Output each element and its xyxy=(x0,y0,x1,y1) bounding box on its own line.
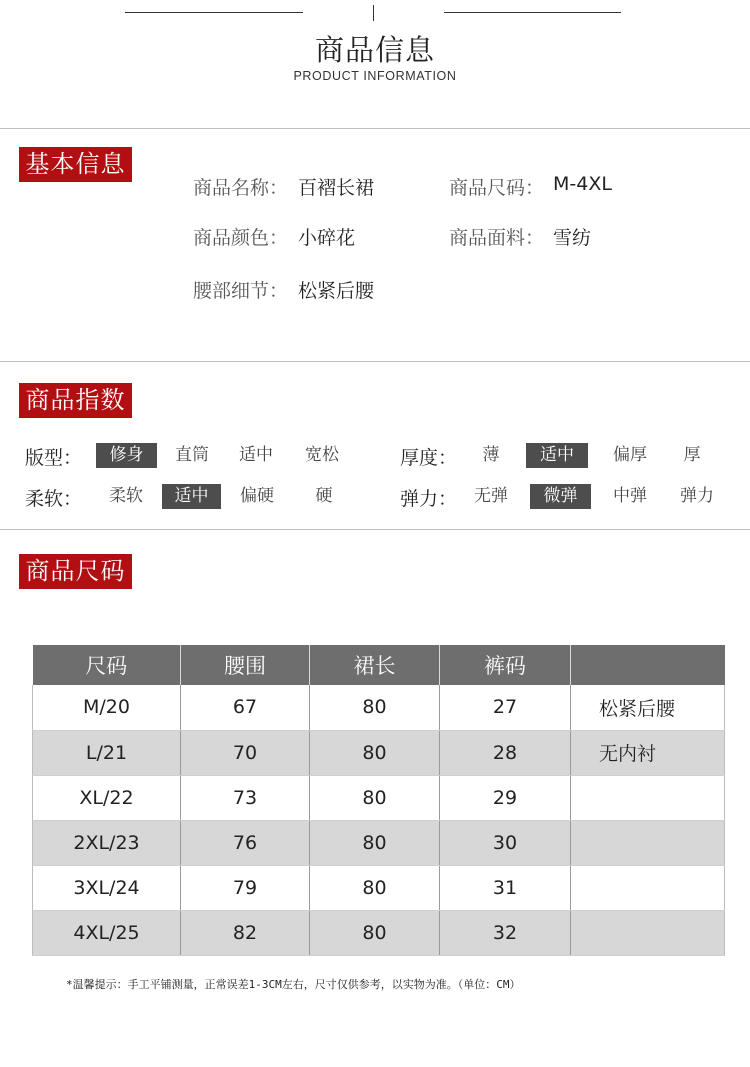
index-option-elasticity-slight: 微弹 xyxy=(530,484,591,509)
cell-pant-size: 29 xyxy=(440,775,571,820)
table-row xyxy=(33,865,725,910)
index-option-fit-slim: 修身 xyxy=(96,443,157,468)
cell-pant-size: 30 xyxy=(440,820,571,865)
header-pant-size: 裤码 xyxy=(440,645,571,685)
section-divider xyxy=(0,361,750,362)
cell-note: 无内衬 xyxy=(571,730,725,775)
info-value-name: 百褶长裙 xyxy=(298,177,375,199)
info-value-size: M-4XL xyxy=(553,173,612,195)
header-divider-tick xyxy=(373,5,374,21)
product-index-badge: 商品指数 xyxy=(19,383,132,418)
cell-length: 80 xyxy=(310,865,440,910)
index-option-softness-stiff: 硬 xyxy=(315,486,333,506)
header-notes xyxy=(571,645,725,685)
index-option-softness-medium: 适中 xyxy=(162,484,221,509)
cell-pant-size: 32 xyxy=(440,910,571,955)
cell-waist: 79 xyxy=(181,865,310,910)
cell-size: 3XL/24 xyxy=(33,865,181,910)
section-divider xyxy=(0,128,750,129)
info-value-color: 小碎花 xyxy=(298,227,356,249)
index-option-elasticity-medium: 中弹 xyxy=(613,486,647,506)
header-size: 尺码 xyxy=(33,645,181,685)
header-line-right xyxy=(444,12,621,13)
header-length: 裙长 xyxy=(310,645,440,685)
size-badge: 商品尺码 xyxy=(19,554,132,589)
index-option-fit-straight: 直筒 xyxy=(175,445,209,465)
cell-pant-size: 27 xyxy=(440,685,571,730)
index-option-elasticity-none: 无弹 xyxy=(474,486,508,506)
table-row xyxy=(33,775,725,820)
index-option-thickness-medium: 适中 xyxy=(526,443,588,468)
index-label-thickness: 厚度： xyxy=(400,447,458,469)
cell-length: 80 xyxy=(310,820,440,865)
cell-size: 4XL/25 xyxy=(33,910,181,955)
info-value-fabric: 雪纺 xyxy=(553,227,592,249)
info-label-size: 商品尺码： xyxy=(449,177,545,199)
cell-pant-size: 31 xyxy=(440,865,571,910)
section-divider xyxy=(0,529,750,530)
table-row xyxy=(33,910,725,955)
index-option-fit-loose: 宽松 xyxy=(305,445,339,465)
cell-length: 80 xyxy=(310,910,440,955)
cell-size: L/21 xyxy=(33,730,181,775)
index-option-thickness-thick: 厚 xyxy=(683,445,701,465)
info-label-fabric: 商品面料： xyxy=(449,227,545,249)
page-subtitle: PRODUCT INFORMATION xyxy=(293,69,457,83)
index-option-fit-regular: 适中 xyxy=(239,445,273,465)
index-label-fit: 版型： xyxy=(25,447,83,469)
cell-length: 80 xyxy=(310,730,440,775)
index-option-thickness-thickish: 偏厚 xyxy=(613,445,647,465)
header-waist: 腰围 xyxy=(181,645,310,685)
cell-size: XL/22 xyxy=(33,775,181,820)
cell-waist: 76 xyxy=(181,820,310,865)
index-option-thickness-thin: 薄 xyxy=(482,445,500,465)
cell-note xyxy=(571,775,725,820)
index-option-softness-stiffish: 偏硬 xyxy=(240,486,274,506)
size-table-header xyxy=(33,645,725,685)
cell-length: 80 xyxy=(310,775,440,820)
index-label-elasticity: 弹力： xyxy=(400,488,458,510)
cell-waist: 82 xyxy=(181,910,310,955)
header-line-left xyxy=(125,12,303,13)
cell-waist: 67 xyxy=(181,685,310,730)
index-label-softness: 柔软： xyxy=(25,488,83,510)
table-row xyxy=(33,685,725,730)
cell-note xyxy=(571,865,725,910)
cell-size: 2XL/23 xyxy=(33,820,181,865)
info-label-name: 商品名称： xyxy=(193,177,289,199)
info-label-waist: 腰部细节： xyxy=(193,280,289,302)
measurement-note: *温馨提示：手工平铺测量，正常误差1-3CM左右，尺寸仅供参考，以实物为准。（单位：CM） xyxy=(66,978,521,991)
basic-info-badge: 基本信息 xyxy=(19,147,132,182)
page-title: 商品信息 xyxy=(314,33,435,67)
cell-pant-size: 28 xyxy=(440,730,571,775)
size-table xyxy=(32,645,725,956)
table-row xyxy=(33,820,725,865)
cell-note xyxy=(571,910,725,955)
cell-note xyxy=(571,820,725,865)
index-option-softness-soft: 柔软 xyxy=(109,486,143,506)
cell-waist: 70 xyxy=(181,730,310,775)
cell-note: 松紧后腰 xyxy=(571,685,725,730)
info-value-waist: 松紧后腰 xyxy=(298,280,375,302)
table-row xyxy=(33,730,725,775)
cell-size: M/20 xyxy=(33,685,181,730)
info-label-color: 商品颜色： xyxy=(193,227,289,249)
cell-length: 80 xyxy=(310,685,440,730)
index-option-elasticity-high: 弹力 xyxy=(680,486,714,506)
cell-waist: 73 xyxy=(181,775,310,820)
